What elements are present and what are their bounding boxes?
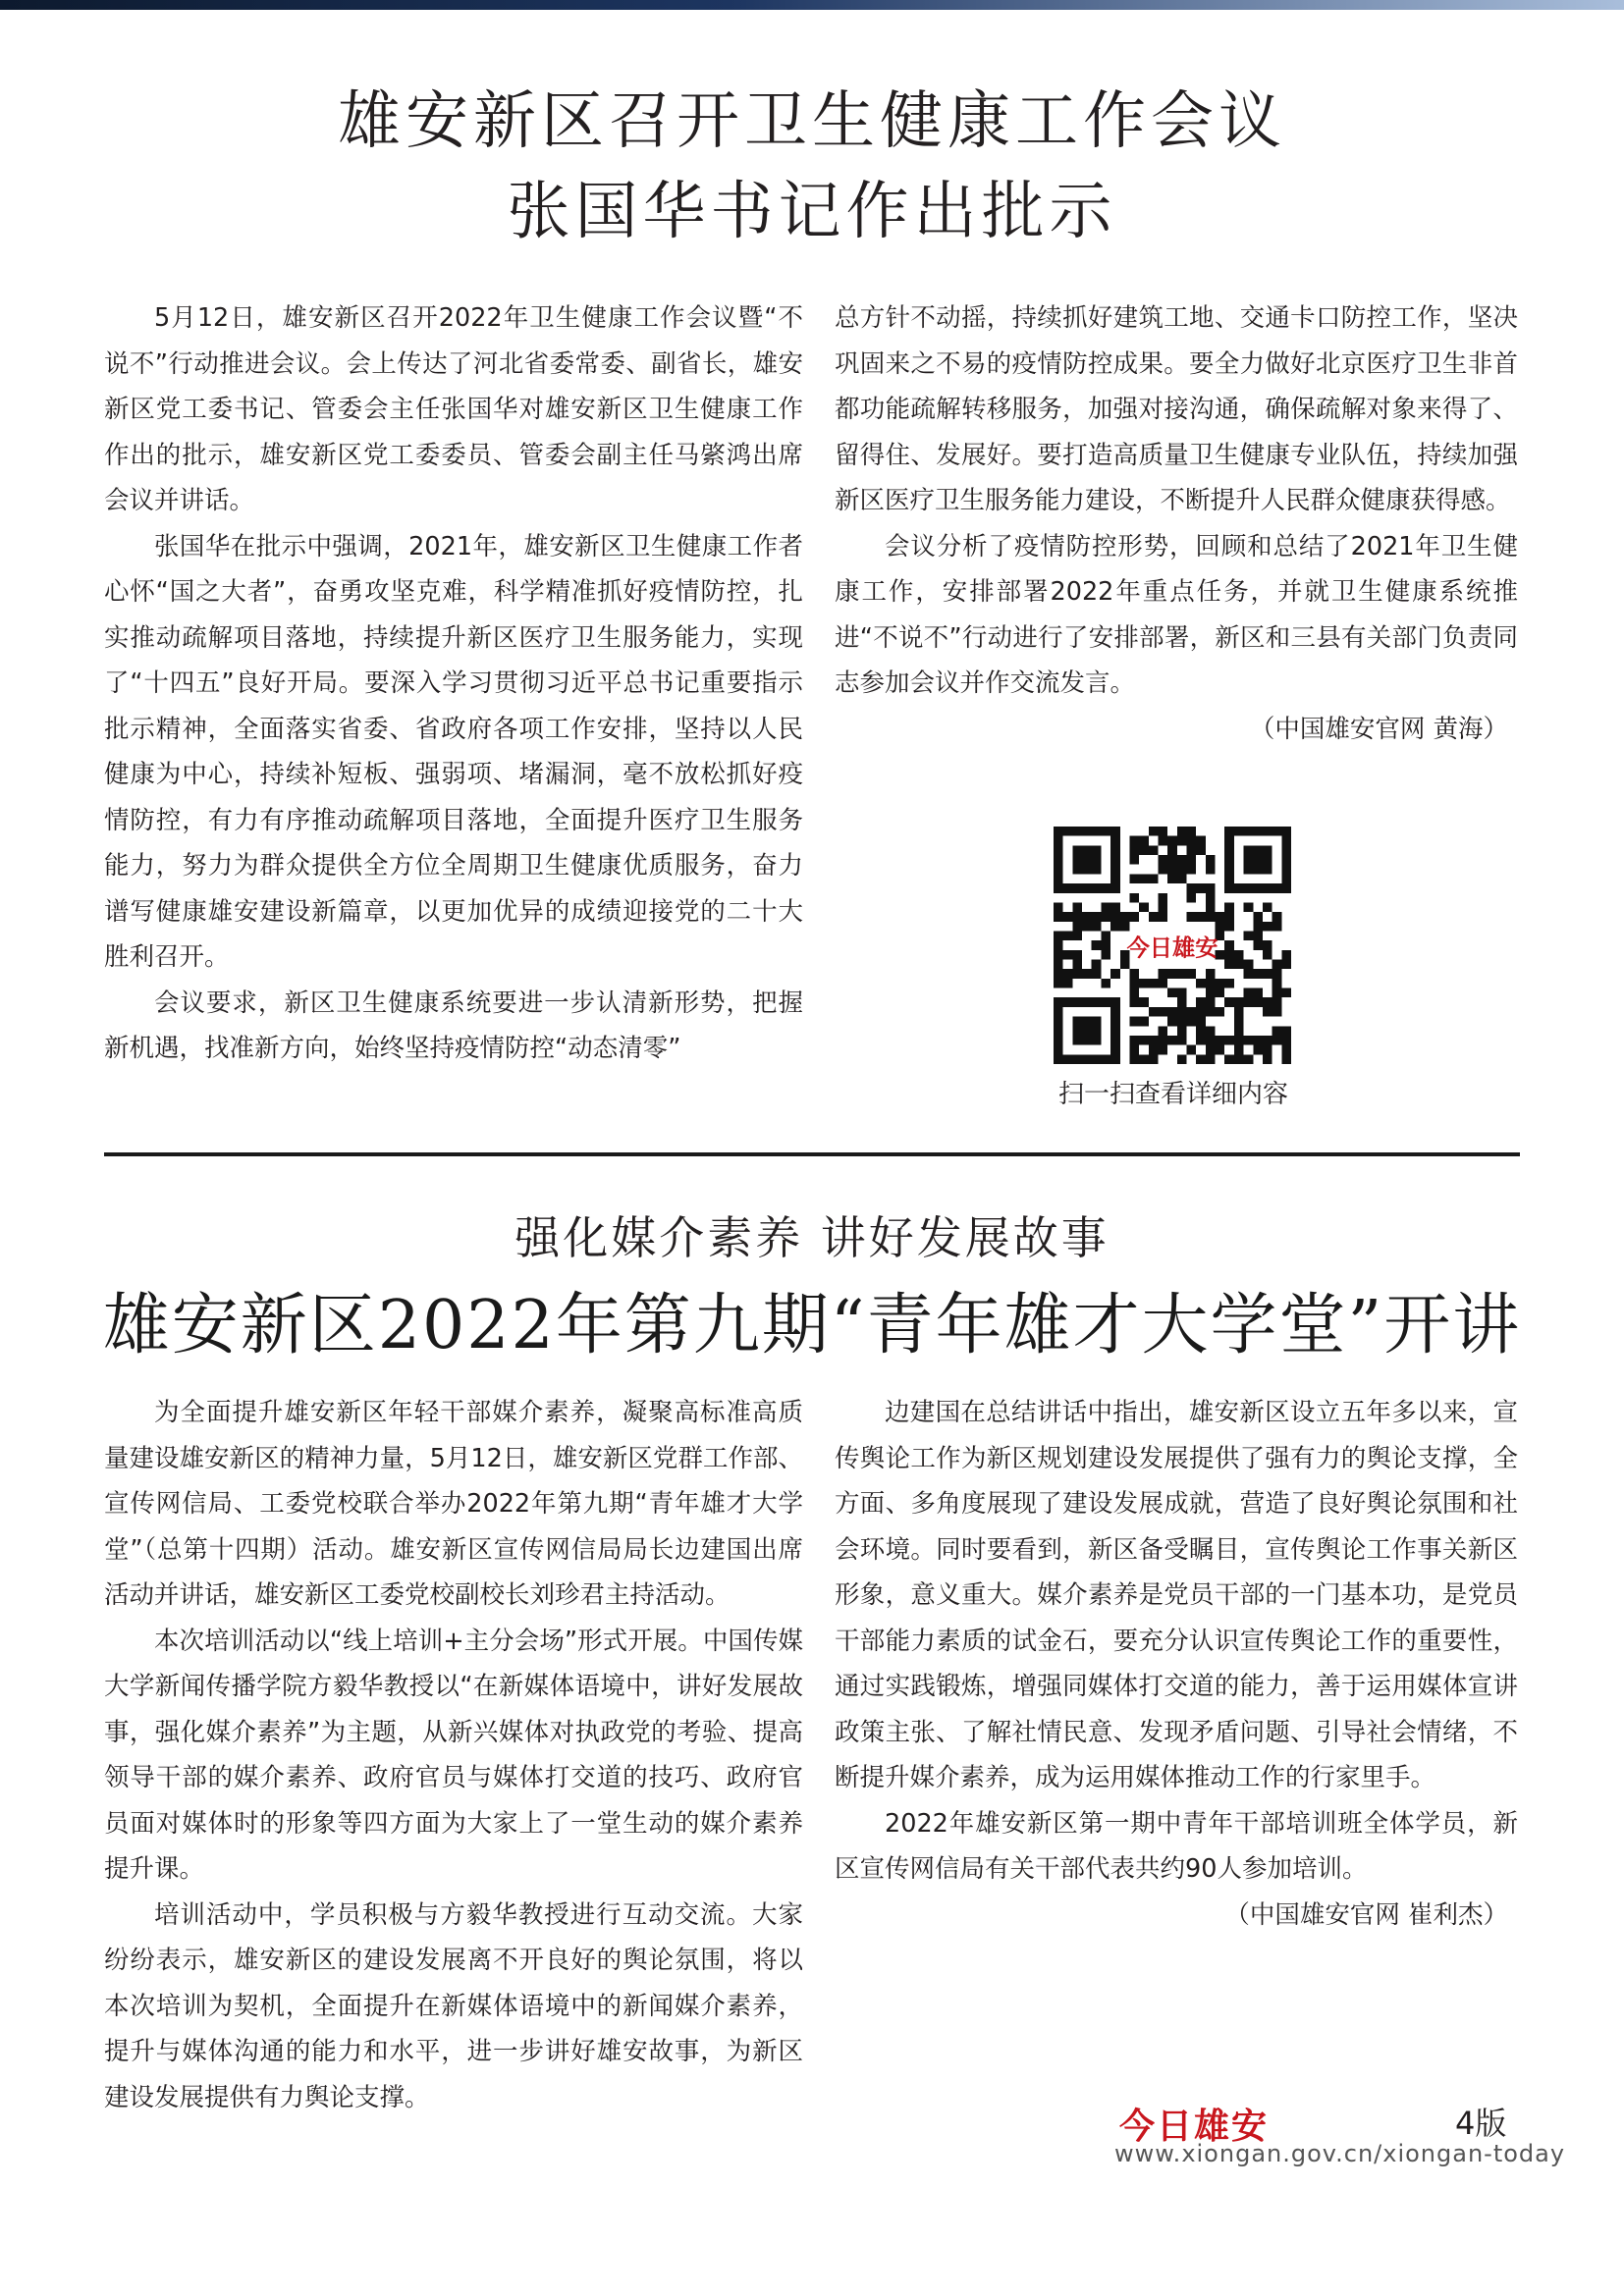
paragraph: 为全面提升雄安新区年轻干部媒介素养，凝聚高标准高质量建设雄安新区的精神力量，5月12日，雄安新区党群工作部、宣传网信局、工委党校联合举办2022年第九期“青年雄才大学堂”（总第十四期）活动。雄安新区宣传网信局局长边建国出席活动并讲话，雄安新区工委党校副校长刘珍君主持活动。 (104, 1398, 803, 1610)
paragraph: 张国华在批示中强调，2021年，雄安新区卫生健康工作者心怀“国之大者”，奋勇攻坚克难，科学精准抓好疫情防控，扎实推动疏解项目落地，持续提升新区医疗卫生服务能力，实现了“十四五”良好开局。要深入学习贯彻习近平总书记重要指示批示精神，全面落实省委、省政府各项工作安排，坚持以人民健康为中心，持续补短板、强弱项、堵漏洞，毫不放松抓好疫情防控，有力有序推动疏解项目落地，全面提升医疗卫生服务能力，努力为群众提供全方位全周期卫生健康优质服务，奋力谱写健康雄安建设新篇章，以更加优异的成绩迎接党的二十大胜利召开。 (104, 531, 803, 972)
paragraph: 边建国在总结讲话中指出，雄安新区设立五年多以来，宣传舆论工作为新区规划建设发展提供了强有力的舆论支撑，全方面、多角度展现了建设发展成就，营造了良好舆论氛围和社会环境。同时要看到，新区备受瞩目，宣传舆论工作事关新区形象，意义重大。媒介素养是党员干部的一门基本功，是党员干部能力素质的试金石，要充分认识宣传舆论工作的重要性，通过实践锻炼，增强同媒体打交道的能力，善于运用媒体宣讲政策主张、了解社情民意、发现矛盾问题、引导社会情绪，不断提升媒介素养，成为运用媒体推动工作的行家里手。 (835, 1398, 1518, 1792)
page-number: 4版 (1455, 2105, 1507, 2142)
paragraph: 2022年雄安新区第一期中青年干部培训班全体学员，新区宣传网信局有关干部代表共约90人参加培训。 (835, 1808, 1518, 1884)
paragraph: 5月12日，雄安新区召开2022年卫生健康工作会议暨“不说不”行动推进会议。会上传达了河北省委常委、副省长，雄安新区党工委书记、管委会主任张国华对雄安新区卫生健康工作作出的批示，雄安新区党工委委员、管委会副主任马綮鸿出席会议并讲话。 (104, 303, 803, 515)
paragraph: 培训活动中，学员积极与方毅华教授进行互动交流。大家纷纷表示，雄安新区的建设发展离不开良好的舆论氛围，将以本次培训为契机，全面提升在新媒体语境中的新闻媒介素养，提升与媒体沟通的能力和水平，进一步讲好雄安故事，为新区建设发展提供有力舆论支撑。 (104, 1899, 803, 2112)
article2-right-column (835, 1390, 1518, 1938)
article2-source: （中国雄安官网 崔利杰） (1224, 1899, 1508, 1930)
article1-left-column (104, 295, 803, 1072)
article2-subtitle: 强化媒介素养 讲好发展故事 (514, 1211, 1110, 1264)
paragraph: 本次培训活动以“线上培训+主分会场”形式开展。中国传媒大学新闻传播学院方毅华教授以“在新媒体语境中，讲好发展故事，强化媒介素养”为主题，从新兴媒体对执政党的考验、提高领导干部的媒介素养、政府官员与媒体打交道的技巧、政府官员面对媒体时的形象等四方面为大家上了一堂生动的媒介素养提升课。 (104, 1626, 803, 1884)
footer-url[interactable]: www.xiongan.gov.cn/xiongan-today (1114, 2140, 1566, 2167)
article2-left-column (104, 1390, 803, 2120)
paragraph-continued: 总方针不动摇，持续抓好建筑工地、交通卡口防控工作，坚决巩固来之不易的疫情防控成果。要全力做好北京医疗卫生非首都功能疏解转移服务，加强对接沟通，确保疏解对象来得了、留得住、发展好。要打造高质量卫生健康专业队伍，持续加强新区医疗卫生服务能力建设，不断提升人民群众健康获得感。 (835, 303, 1518, 515)
paragraph: 会议要求，新区卫生健康系统要进一步认清新形势，把握新机遇，找准新方向，始终坚持疫情防控“动态清零” (104, 988, 803, 1063)
paragraph: 会议分析了疫情防控形势，回顾和总结了2021年卫生健康工作，安排部署2022年重点任务，并就卫生健康系统推进“不说不”行动进行了安排部署，新区和三县有关部门负责同志参加会议并作交流发言。 (835, 531, 1518, 698)
article1-source: （中国雄安官网 黄海） (1249, 714, 1508, 744)
article1-right-column (835, 295, 1518, 752)
top-bar (0, 0, 1624, 10)
qr-caption: 扫一扫查看详细内容 (1057, 1080, 1288, 1109)
qr-code[interactable] (1054, 827, 1291, 1064)
article2-title: 雄安新区2022年第九期“青年雄才大学堂”开讲 (102, 1287, 1522, 1364)
footer-logo: 今日雄安 (1119, 2106, 1270, 2147)
qr-logo: 今日雄安 (1126, 934, 1218, 962)
article1-title-line2: 张国华书记作出批示 (507, 176, 1117, 248)
section-divider (104, 1152, 1520, 1156)
article1-title-line1: 雄安新区召开卫生健康工作会议 (338, 85, 1286, 158)
